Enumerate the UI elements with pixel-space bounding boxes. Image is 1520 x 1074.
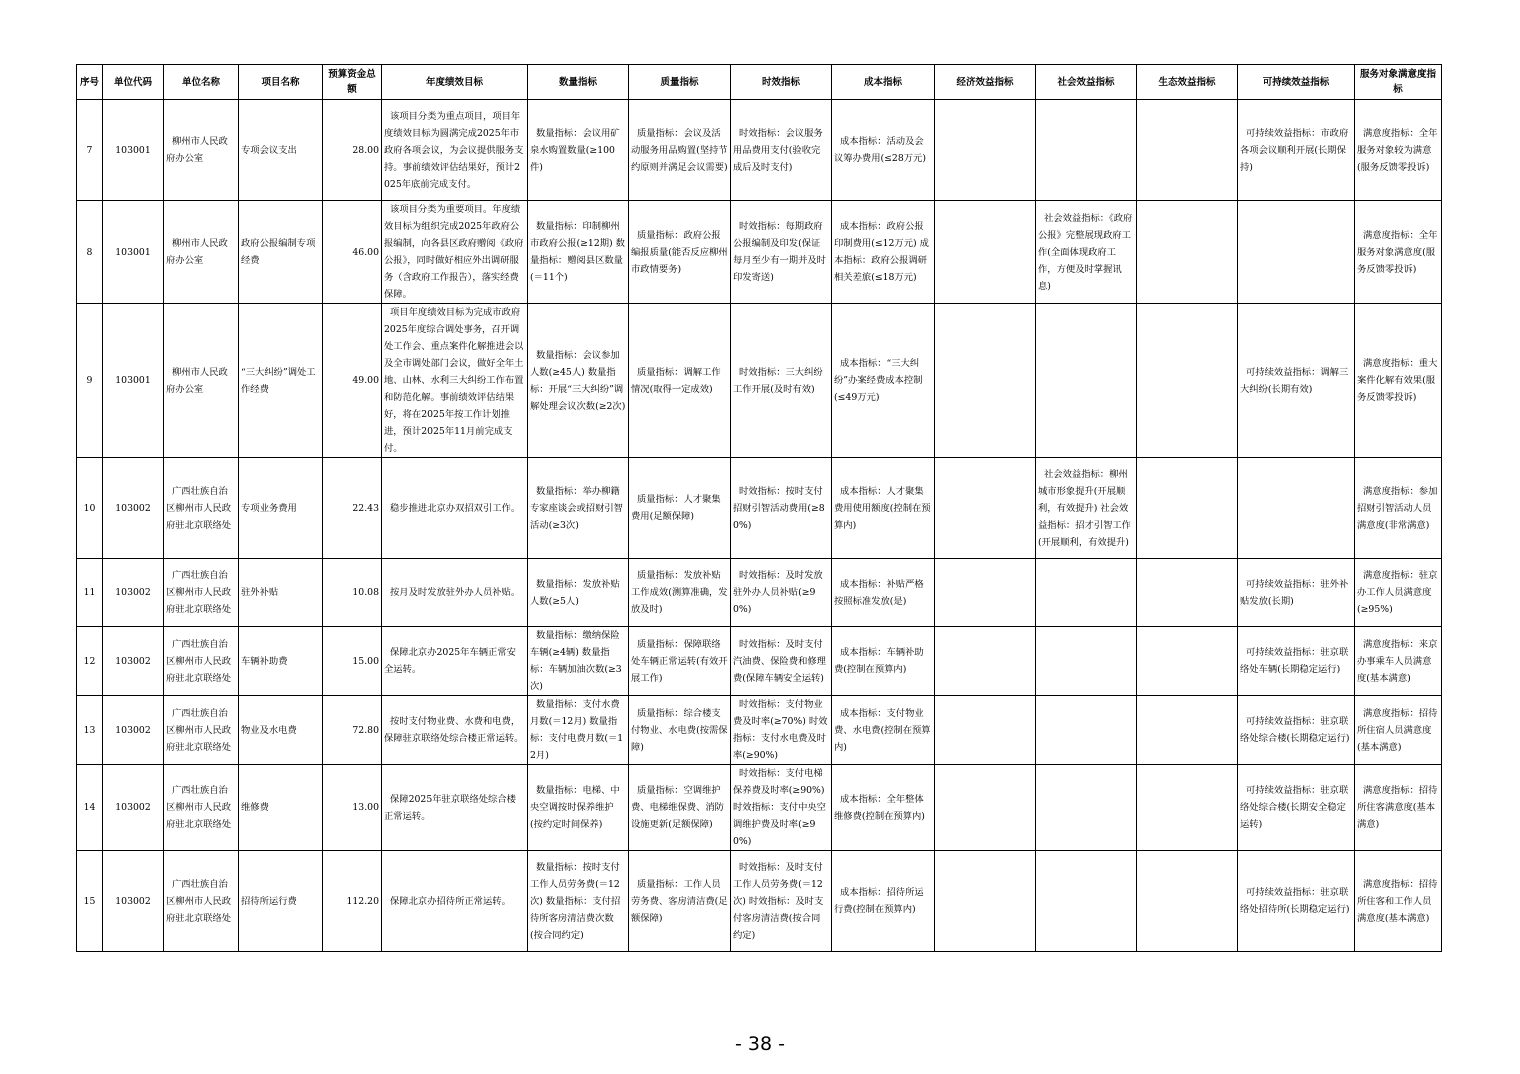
table-row <box>77 765 1442 851</box>
cell-social <box>1036 627 1137 696</box>
header-satisfaction: 服务对象满意度指标 <box>1355 65 1442 100</box>
cell-economic <box>935 851 1036 952</box>
cell-satisfaction: 满意度指标：来京办事乘车人员满意度(基本满意) <box>1355 627 1442 696</box>
cell-project: 招待所运行费 <box>239 851 323 952</box>
cell-budget: 112.20 <box>323 851 382 952</box>
cell-quality: 质量指标：发放补贴工作成效(测算准确，发放及时) <box>629 559 731 627</box>
cell-no: 10 <box>77 458 103 559</box>
cell-cost: 成本指标：全年整体维修费(控制在预算内) <box>832 765 935 851</box>
header-cost: 成本指标 <box>832 65 935 100</box>
cell-sustainable: 可持续效益指标：驻京联络处综合楼(长期稳定运行) <box>1238 696 1355 765</box>
cell-goal: 稳步推进北京办双招双引工作。 <box>382 458 528 559</box>
cell-timeliness: 时效指标：及时发放驻外办人员补贴(≥90%) <box>731 559 832 627</box>
cell-ecological <box>1137 559 1238 627</box>
cell-sustainable: 可持续效益指标：市政府各项会议顺利开展(长期保持) <box>1238 100 1355 201</box>
page-number: - 38 - <box>735 1033 785 1055</box>
header-quantity: 数量指标 <box>528 65 629 100</box>
cell-social <box>1036 696 1137 765</box>
header-no: 序号 <box>77 65 103 100</box>
cell-ecological <box>1137 851 1238 952</box>
cell-budget: 28.00 <box>323 100 382 201</box>
cell-economic <box>935 627 1036 696</box>
cell-code: 103001 <box>103 304 164 458</box>
cell-project: 专项业务费用 <box>239 458 323 559</box>
cell-social: 社会效益指标：柳州城市形象提升(开展顺利，有效提升) 社会效益指标：招才引智工作(开展顺利，有效提升) <box>1036 458 1137 559</box>
cell-quantity: 数量指标：会议用矿泉水购置数量(≥100件) <box>528 100 629 201</box>
cell-unit: 广西壮族自治区柳州市人民政府驻北京联络处 <box>164 696 239 765</box>
cell-code: 103001 <box>103 201 164 304</box>
cell-economic <box>935 458 1036 559</box>
cell-no: 11 <box>77 559 103 627</box>
cell-economic <box>935 201 1036 304</box>
cell-satisfaction: 满意度指标：招待所住宿人员满意度(基本满意) <box>1355 696 1442 765</box>
cell-code: 103002 <box>103 627 164 696</box>
cell-quality: 质量指标：会议及活动服务用品购置(坚持节约原则并满足会议需要) <box>629 100 731 201</box>
cell-no: 9 <box>77 304 103 458</box>
cell-economic <box>935 696 1036 765</box>
cell-cost: 成本指标：招待所运行费(控制在预算内) <box>832 851 935 952</box>
cell-unit: 广西壮族自治区柳州市人民政府驻北京联络处 <box>164 559 239 627</box>
cell-satisfaction: 满意度指标：参加招财引智活动人员满意度(非常满意) <box>1355 458 1442 559</box>
cell-quantity: 数量指标：印制柳州市政府公报(≥12期) 数量指标：赠阅县区数量(＝11个) <box>528 201 629 304</box>
cell-quantity: 数量指标：举办柳籍专家座谈会或招财引智活动(≥3次) <box>528 458 629 559</box>
cell-satisfaction: 满意度指标：驻京办工作人员满意度(≥95%) <box>1355 559 1442 627</box>
cell-goal: 保障北京办招待所正常运转。 <box>382 851 528 952</box>
cell-goal: 该项目分类为重点项目，项目年度绩效目标为圆满完成2025年市政府各项会议，为会议提供服务支持。事前绩效评估结果好，预计2025年底前完成支付。 <box>382 100 528 201</box>
cell-social <box>1036 765 1137 851</box>
cell-project: “三大纠纷”调处工作经费 <box>239 304 323 458</box>
cell-project: 驻外补贴 <box>239 559 323 627</box>
cell-cost: 成本指标：支付物业费、水电费(控制在预算内) <box>832 696 935 765</box>
cell-budget: 13.00 <box>323 765 382 851</box>
cell-no: 7 <box>77 100 103 201</box>
cell-ecological <box>1137 765 1238 851</box>
cell-timeliness: 时效指标：按时支付招财引智活动费用(≥80%) <box>731 458 832 559</box>
cell-quality: 质量指标：人才聚集费用(足额保障) <box>629 458 731 559</box>
cell-cost: 成本指标：补贴严格按照标准发放(是) <box>832 559 935 627</box>
header-social: 社会效益指标 <box>1036 65 1137 100</box>
cell-ecological <box>1137 304 1238 458</box>
cell-project: 政府公报编制专项经费 <box>239 201 323 304</box>
cell-sustainable: 可持续效益指标：驻京联络处招待所(长期稳定运行) <box>1238 851 1355 952</box>
cell-unit: 广西壮族自治区柳州市人民政府驻北京联络处 <box>164 851 239 952</box>
cell-no: 13 <box>77 696 103 765</box>
cell-quantity: 数量指标：按时支付工作人员劳务费(＝12次) 数量指标：支付招待所客房清洁费次数(按合同约定) <box>528 851 629 952</box>
cell-cost: 成本指标：政府公报印制费用(≤12万元) 成本指标：政府公报调研相关差旅(≤18万元) <box>832 201 935 304</box>
cell-sustainable: 可持续效益指标：驻京联络处综合楼(长期安全稳定运转) <box>1238 765 1355 851</box>
cell-unit: 广西壮族自治区柳州市人民政府驻北京联络处 <box>164 765 239 851</box>
cell-economic <box>935 304 1036 458</box>
cell-code: 103002 <box>103 696 164 765</box>
cell-social <box>1036 100 1137 201</box>
cell-ecological <box>1137 696 1238 765</box>
cell-code: 103002 <box>103 559 164 627</box>
cell-satisfaction: 满意度指标：全年服务对象满意度(服务反馈零投诉) <box>1355 201 1442 304</box>
cell-unit: 广西壮族自治区柳州市人民政府驻北京联络处 <box>164 627 239 696</box>
cell-ecological <box>1137 627 1238 696</box>
cell-quality: 质量指标：空调维护费、电梯维保费、消防设施更新(足额保障) <box>629 765 731 851</box>
performance-table <box>76 64 1442 952</box>
cell-unit: 柳州市人民政府办公室 <box>164 201 239 304</box>
table-row <box>77 696 1442 765</box>
cell-social: 社会效益指标：《政府公报》完整展现政府工作(全面体现政府工作，方便及时掌握讯息) <box>1036 201 1137 304</box>
cell-code: 103002 <box>103 458 164 559</box>
cell-budget: 10.08 <box>323 559 382 627</box>
cell-timeliness: 时效指标：三大纠纷工作开展(及时有效) <box>731 304 832 458</box>
cell-goal: 项目年度绩效目标为完成市政府2025年度综合调处事务，召开调处工作会、重点案件化解推进会以及全市调处部门会议，做好全年土地、山林、水利三大纠纷工作布置和防范化解。事前绩效评估结果好，将在2025年按工作计划推进，预计2025年11月前完成支付。 <box>382 304 528 458</box>
cell-social <box>1036 851 1137 952</box>
cell-quantity: 数量指标：会议参加人数(≥45人) 数量指标：开展“三大纠纷”调解处理会议次数(≥2次) <box>528 304 629 458</box>
table-row <box>77 304 1442 458</box>
cell-goal: 该项目分类为重要项目。年度绩效目标为组织完成2025年政府公报编制，向各县区政府赠阅《政府公报》，同时做好相应外出调研服务（含政府工作报告），落实经费保障。 <box>382 201 528 304</box>
header-economic: 经济效益指标 <box>935 65 1036 100</box>
cell-quality: 质量指标：保障联络处车辆正常运转(有效开展工作) <box>629 627 731 696</box>
cell-project: 物业及水电费 <box>239 696 323 765</box>
table-row <box>77 458 1442 559</box>
header-budget: 预算资金总额 <box>323 65 382 100</box>
cell-timeliness: 时效指标：每期政府公报编制及印发(保证每月至少有一期并及时印发寄送) <box>731 201 832 304</box>
cell-project: 车辆补助费 <box>239 627 323 696</box>
table-row <box>77 201 1442 304</box>
header-ecological: 生态效益指标 <box>1137 65 1238 100</box>
cell-goal: 保障2025年驻京联络处综合楼正常运转。 <box>382 765 528 851</box>
cell-goal: 保障北京办2025年车辆正常安全运转。 <box>382 627 528 696</box>
cell-social <box>1036 559 1137 627</box>
cell-quality: 质量指标：综合楼支付物业、水电费(按需保障) <box>629 696 731 765</box>
cell-unit: 柳州市人民政府办公室 <box>164 100 239 201</box>
cell-timeliness: 时效指标：及时支付工作人员劳务费(＝12次) 时效指标：及时支付客房清洁费(按合同约定) <box>731 851 832 952</box>
cell-budget: 46.00 <box>323 201 382 304</box>
cell-budget: 72.80 <box>323 696 382 765</box>
table-row <box>77 627 1442 696</box>
header-sustainable: 可持续效益指标 <box>1238 65 1355 100</box>
table-row <box>77 100 1442 201</box>
cell-unit: 广西壮族自治区柳州市人民政府驻北京联络处 <box>164 458 239 559</box>
cell-unit: 柳州市人民政府办公室 <box>164 304 239 458</box>
cell-code: 103002 <box>103 765 164 851</box>
cell-cost: 成本指标：车辆补助费(控制在预算内) <box>832 627 935 696</box>
cell-economic <box>935 765 1036 851</box>
cell-satisfaction: 满意度指标：招待所住客和工作人员满意度(基本满意) <box>1355 851 1442 952</box>
cell-code: 103001 <box>103 100 164 201</box>
cell-sustainable <box>1238 458 1355 559</box>
cell-sustainable: 可持续效益指标：调解三大纠纷(长期有效) <box>1238 304 1355 458</box>
header-code: 单位代码 <box>103 65 164 100</box>
header-row <box>77 65 1442 100</box>
cell-ecological <box>1137 201 1238 304</box>
cell-quantity: 数量指标：缴纳保险车辆(≥4辆) 数量指标：车辆加油次数(≥3次) <box>528 627 629 696</box>
cell-cost: 成本指标：活动及会议筹办费用(≤28万元) <box>832 100 935 201</box>
header-goal: 年度绩效目标 <box>382 65 528 100</box>
cell-quantity: 数量指标：电梯、中央空调按时保养维护(按约定时间保养) <box>528 765 629 851</box>
cell-quantity: 数量指标：支付水费月数(＝12月) 数量指标：支付电费月数(＝12月) <box>528 696 629 765</box>
cell-project: 专项会议支出 <box>239 100 323 201</box>
cell-timeliness: 时效指标：及时支付汽油费、保险费和修理费(保障车辆安全运转) <box>731 627 832 696</box>
cell-project: 维修费 <box>239 765 323 851</box>
cell-economic <box>935 559 1036 627</box>
cell-cost: 成本指标：人才聚集费用使用额度(控制在预算内) <box>832 458 935 559</box>
cell-quality: 质量指标：工作人员劳务费、客房清洁费(足额保障) <box>629 851 731 952</box>
cell-social <box>1036 304 1137 458</box>
cell-no: 12 <box>77 627 103 696</box>
cell-satisfaction: 满意度指标：招待所住客满意度(基本满意) <box>1355 765 1442 851</box>
cell-goal: 按时支付物业费、水费和电费，保障驻京联络处综合楼正常运转。 <box>382 696 528 765</box>
cell-quality: 质量指标：调解工作情况(取得一定成效) <box>629 304 731 458</box>
cell-budget: 15.00 <box>323 627 382 696</box>
cell-cost: 成本指标：“三大纠纷”办案经费成本控制(≤49万元) <box>832 304 935 458</box>
cell-no: 15 <box>77 851 103 952</box>
cell-satisfaction: 满意度指标：全年服务对象较为满意(服务反馈零投诉) <box>1355 100 1442 201</box>
cell-timeliness: 时效指标：支付物业费及时率(≥70%) 时效指标：支付水电费及时率(≥90%) <box>731 696 832 765</box>
cell-economic <box>935 100 1036 201</box>
cell-code: 103002 <box>103 851 164 952</box>
cell-budget: 22.43 <box>323 458 382 559</box>
table-row <box>77 559 1442 627</box>
cell-timeliness: 时效指标：支付电梯保养费及时率(≥90%) 时效指标：支付中央空调维护费及时率(≥90%) <box>731 765 832 851</box>
table-row <box>77 851 1442 952</box>
cell-goal: 按月及时发放驻外办人员补贴。 <box>382 559 528 627</box>
cell-no: 8 <box>77 201 103 304</box>
header-quality: 质量指标 <box>629 65 731 100</box>
header-project: 项目名称 <box>239 65 323 100</box>
cell-sustainable: 可持续效益指标：驻京联络处车辆(长期稳定运行) <box>1238 627 1355 696</box>
header-unit: 单位名称 <box>164 65 239 100</box>
cell-sustainable <box>1238 201 1355 304</box>
cell-quality: 质量指标：政府公报编报质量(能否反应柳州市政情要务) <box>629 201 731 304</box>
cell-satisfaction: 满意度指标：重大案件化解有效果(服务反馈零投诉) <box>1355 304 1442 458</box>
cell-quantity: 数量指标：发放补贴人数(≥5人) <box>528 559 629 627</box>
cell-ecological <box>1137 100 1238 201</box>
cell-sustainable: 可持续效益指标：驻外补贴发放(长期) <box>1238 559 1355 627</box>
cell-budget: 49.00 <box>323 304 382 458</box>
cell-ecological <box>1137 458 1238 559</box>
cell-timeliness: 时效指标：会议服务用品费用支付(验收完成后及时支付) <box>731 100 832 201</box>
cell-no: 14 <box>77 765 103 851</box>
header-timeliness: 时效指标 <box>731 65 832 100</box>
